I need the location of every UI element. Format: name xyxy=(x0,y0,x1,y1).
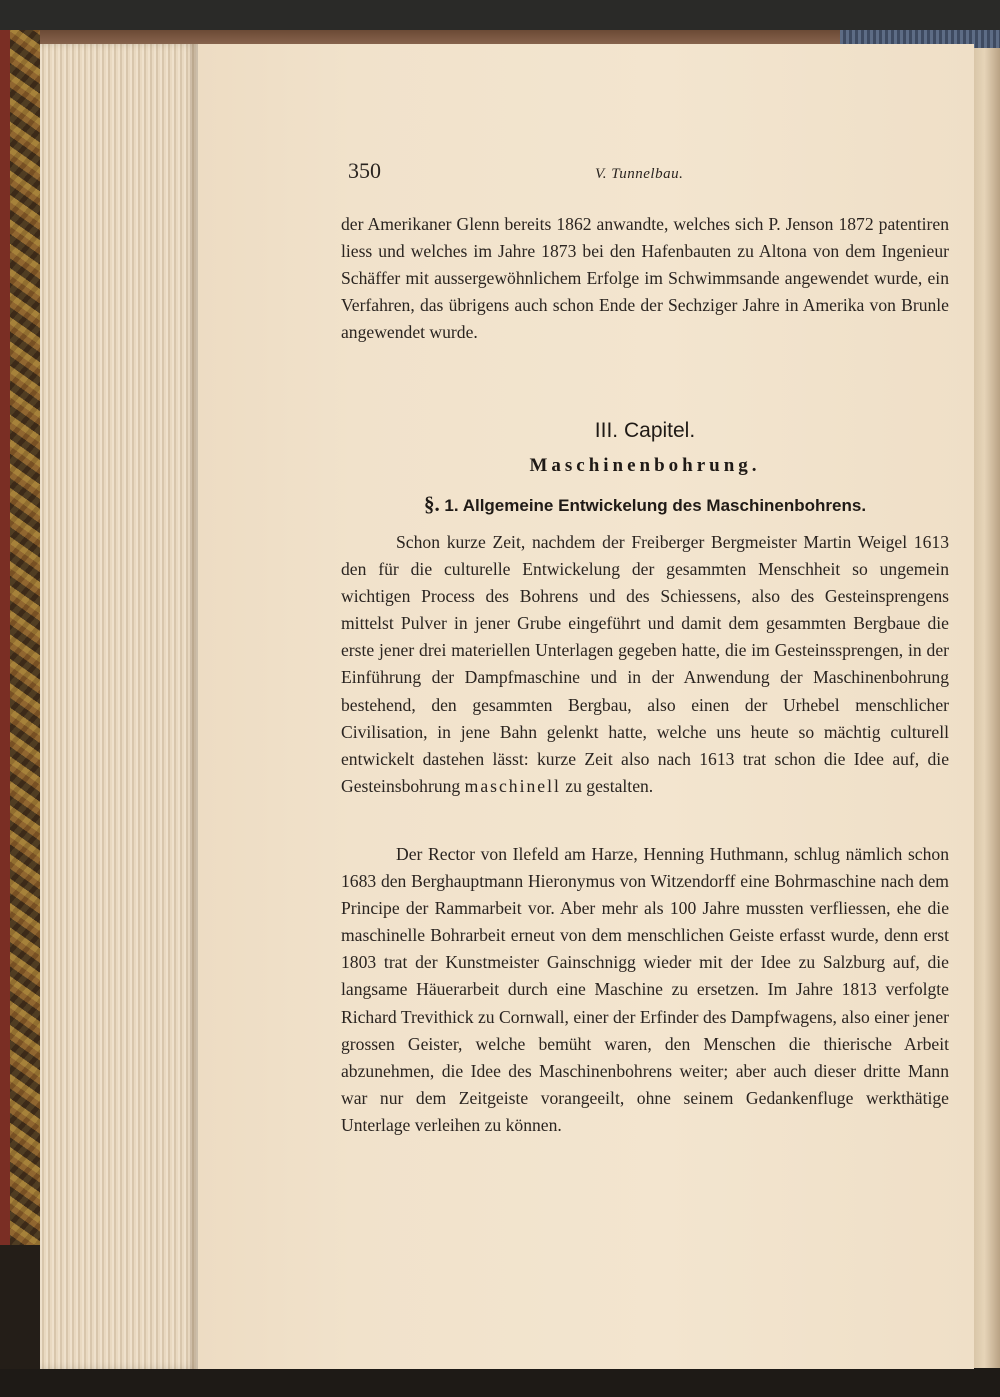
chapter-title: III. Capitel. xyxy=(594,419,696,442)
paragraph-intro: der Amerikaner Glenn bereits 1862 anwandte, welches sich P. Jenson 1872 patentiren liess und welches im Jahre 1873 bei den Hafenbauten zu Altona von dem Ingenieur Schäffer mit aussergewöhnlichem Erfolge im Schwimmsande angewendet wurde, ein Verfahren, das übrigens auch schon Ende der Sechziger Jahre in Amerika von Brunle angewendet wurde. xyxy=(341,214,949,343)
background-top xyxy=(0,0,1000,30)
emphasis-maschinell: maschinell xyxy=(464,775,561,796)
page-number: 350 xyxy=(348,158,381,183)
paragraph-one-text: Schon kurze Zeit, nachdem der Freiberger Bergmeister Martin Weigel 1613 den für die culturelle Entwickelung der gesammten Menschheit so ungemein wichtigen Process des Bohrens und des Schiessens, also des Gesteinsprengens mittelst Pulver in jener Grube eingeführt und damit dem gesammten Bergbaue die erste jener drei materiellen Unterlagen gegeben hatte, die im Gesteinssprengen, in der Einführung der Dampfmaschine und in der Anwendung der Maschinenbohrung bestehend, den gesammten Bergbau, also einen der Urhebel menschlicher Civilisation, in jene Bahn gelenkt hatte, welche uns heute so mächtig culturell entwickelt dastehen lässt: kurze Zeit also nach 1613 trat schon die Idee auf, die Gesteinsbohrung xyxy=(341,532,949,796)
paragraph-two: Der Rector von Ilefeld am Harze, Henning Huthmann, schlug nämlich schon 1683 den Berghauptmann Hieronymus von Witzendorff eine Bohrmaschine nach dem Principe der Rammarbeit vor. Aber mehr als 100 Jahre mussten verfliessen, ehe die maschinelle Bohrarbeit erneut von dem menschlichen Geiste erfasst wurde, denn erst 1803 trat der Kunstmeister Gainschnigg wieder mit der Idee zu Salzburg auf, die langsame Häuerarbeit durch eine Maschine zu ersetzen. Im Jahre 1813 verfolgte Richard Trevithick zu Cornwall, einer der Erfinder des Dampfwagens, also einer jener grossen Geister, welche bemüht waren, den Menschen die thierische Arbeit abzunehmen, die Idee des Maschinenbohrens weiter; aber auch dieser dritte Mann war nur dem Zeitgeiste vorangeeilt, ohne seinem Gedankenfluge werkthätige Unterlage verleihen zu können. xyxy=(341,844,949,1135)
paragraph-one-end: zu gestalten. xyxy=(565,775,654,796)
section-heading xyxy=(341,492,949,517)
running-head: V. Tunnelbau. xyxy=(595,166,684,182)
background-bottom xyxy=(0,1369,1000,1397)
page-right-edge xyxy=(974,48,1000,1368)
page-edges xyxy=(40,44,200,1369)
section-title: 1. Allgemeine Entwickelung des Maschinenbohrens. xyxy=(444,496,867,515)
paragraph-one xyxy=(341,529,949,800)
section-mark: §. xyxy=(423,492,440,516)
chapter-subtitle: Maschinenbohrung. xyxy=(529,455,761,476)
cover-spine-edge xyxy=(0,30,10,1245)
